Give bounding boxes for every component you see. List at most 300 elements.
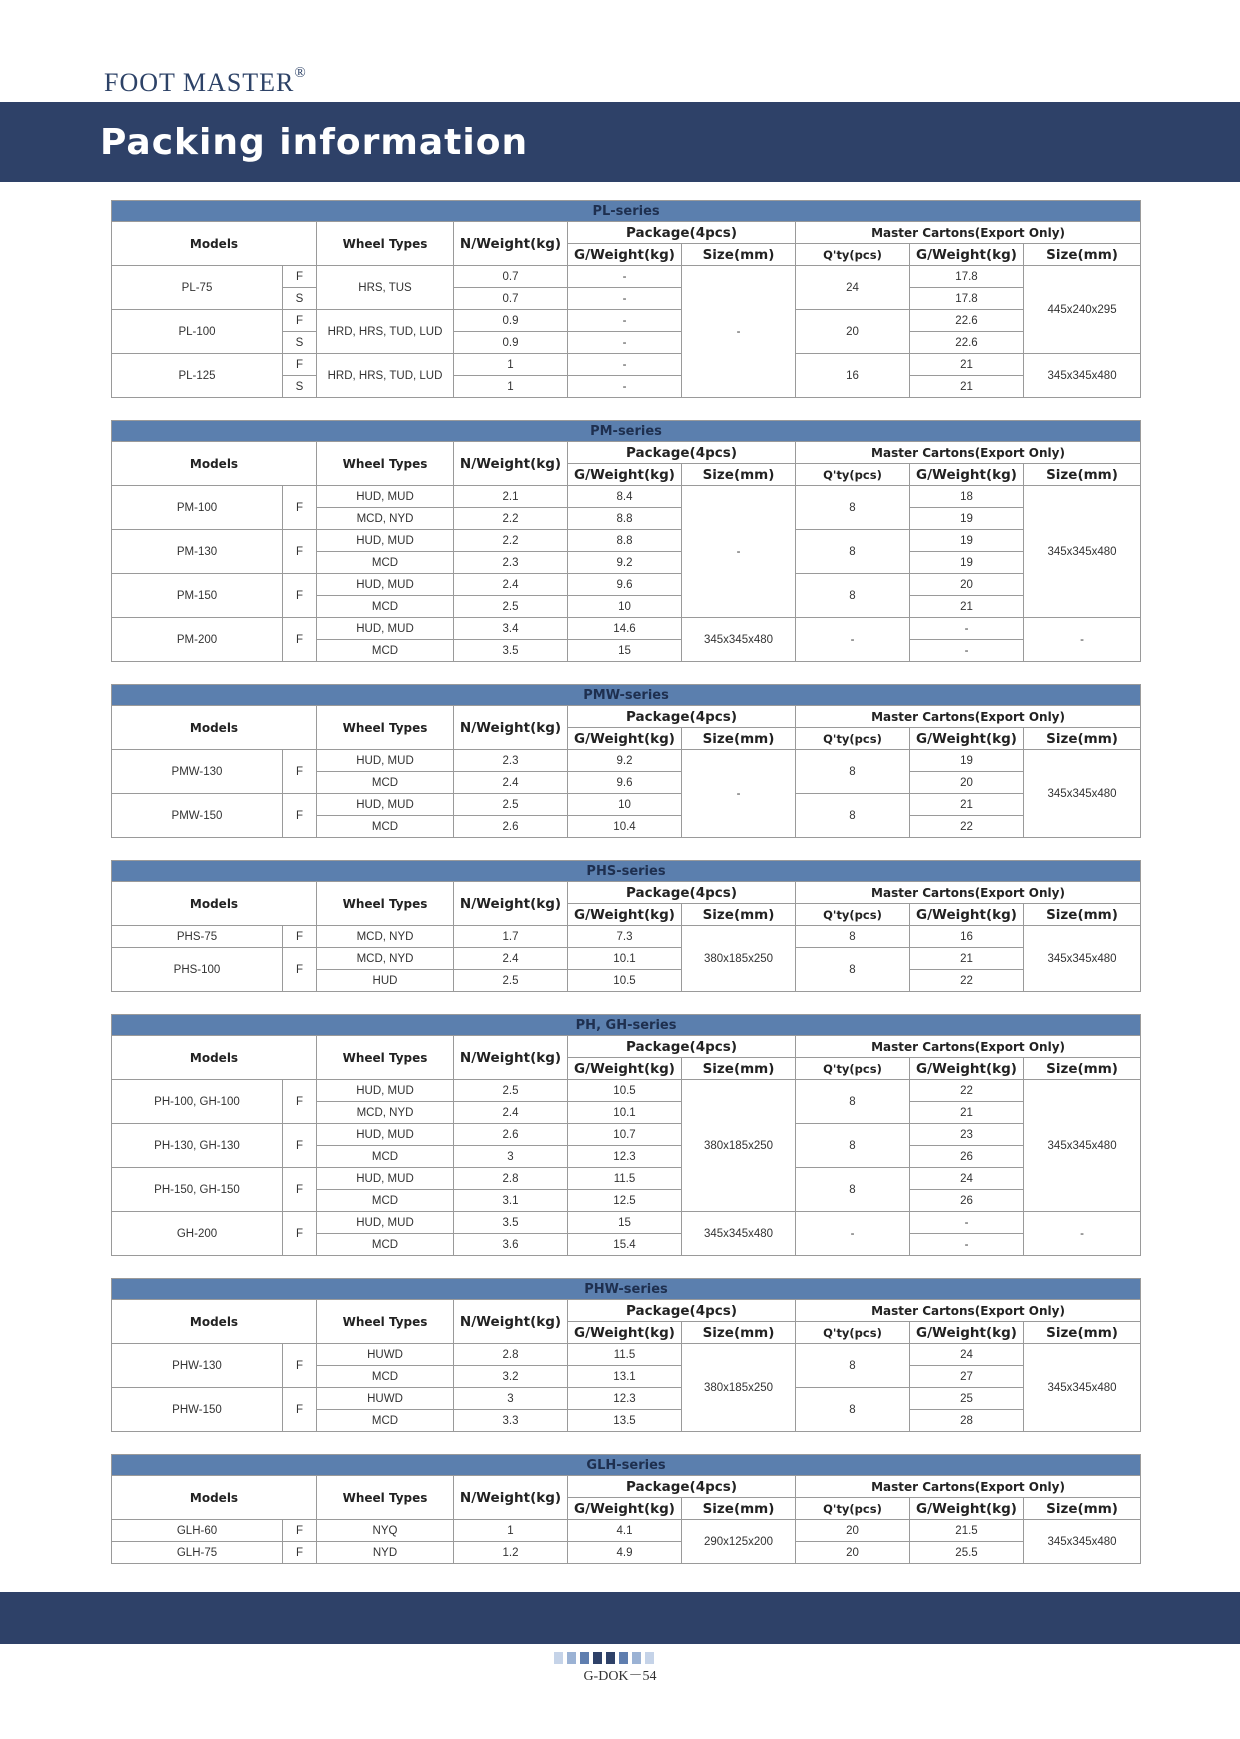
header-models: Models	[112, 442, 317, 486]
package-gross-weight: 10	[568, 596, 682, 618]
package-gross-weight: -	[568, 310, 682, 332]
model-name: PH-100, GH-100	[112, 1080, 283, 1124]
series-title: GLH-series	[112, 1455, 1141, 1476]
package-gross-weight: -	[568, 376, 682, 398]
master-gross-weight: -	[910, 640, 1024, 662]
model-type-code: F	[283, 310, 317, 332]
header-master-gross-weight: G/Weight(kg)	[910, 464, 1024, 486]
net-weight: 3.1	[454, 1190, 568, 1212]
master-quantity: 16	[796, 354, 910, 398]
net-weight: 2.3	[454, 750, 568, 772]
header-package-gross-weight: G/Weight(kg)	[568, 244, 682, 266]
indicator-square	[593, 1652, 602, 1664]
wheel-types: MCD	[317, 596, 454, 618]
master-quantity: 8	[796, 1168, 910, 1212]
registered-mark: ®	[294, 65, 307, 82]
wheel-types: HUWD	[317, 1344, 454, 1366]
wheel-types: HRD, HRS, TUD, LUD	[317, 354, 454, 398]
master-quantity: 8	[796, 948, 910, 992]
header-net-weight: N/Weight(kg)	[454, 1300, 568, 1344]
master-gross-weight: 23	[910, 1124, 1024, 1146]
net-weight: 2.5	[454, 970, 568, 992]
net-weight: 3	[454, 1388, 568, 1410]
model-name: PM-130	[112, 530, 283, 574]
header-master-gross-weight: G/Weight(kg)	[910, 1322, 1024, 1344]
net-weight: 2.8	[454, 1168, 568, 1190]
net-weight: 1	[454, 1520, 568, 1542]
header-wheel-types: Wheel Types	[317, 882, 454, 926]
net-weight: 1	[454, 376, 568, 398]
table-row	[112, 354, 1141, 376]
header-master-gross-weight: G/Weight(kg)	[910, 244, 1024, 266]
master-gross-weight: 20	[910, 574, 1024, 596]
net-weight: 2.6	[454, 816, 568, 838]
model-type-code: F	[283, 750, 317, 794]
header-package-gross-weight: G/Weight(kg)	[568, 464, 682, 486]
wheel-types: MCD	[317, 1190, 454, 1212]
master-size: 345x345x480	[1024, 354, 1141, 398]
packing-table	[111, 684, 1141, 838]
indicator-square	[632, 1652, 641, 1664]
net-weight: 2.4	[454, 1102, 568, 1124]
master-gross-weight: 28	[910, 1410, 1024, 1432]
model-type-code: F	[283, 1388, 317, 1432]
package-gross-weight: 9.2	[568, 552, 682, 574]
master-quantity: 20	[796, 1542, 910, 1564]
master-gross-weight: 21	[910, 1102, 1024, 1124]
table-row	[112, 486, 1141, 508]
model-name: PMW-150	[112, 794, 283, 838]
master-gross-weight: 26	[910, 1190, 1024, 1212]
indicator-square	[580, 1652, 589, 1664]
wheel-types: HUD, MUD	[317, 618, 454, 640]
package-size: 345x345x480	[682, 618, 796, 662]
table-row	[112, 1124, 1141, 1146]
model-type-code: F	[283, 1520, 317, 1542]
header-wheel-types: Wheel Types	[317, 1036, 454, 1080]
footer-band	[0, 1592, 1240, 1644]
table-row	[112, 574, 1141, 596]
package-size: 380x185x250	[682, 1344, 796, 1432]
model-type-code: F	[283, 948, 317, 992]
master-gross-weight: 22.6	[910, 310, 1024, 332]
master-gross-weight: 22.6	[910, 332, 1024, 354]
master-gross-weight: 18	[910, 486, 1024, 508]
header-master-size: Size(mm)	[1024, 1058, 1141, 1080]
net-weight: 2.5	[454, 794, 568, 816]
package-gross-weight: 10.1	[568, 948, 682, 970]
wheel-types: MCD, NYD	[317, 508, 454, 530]
header-models: Models	[112, 1300, 317, 1344]
net-weight: 1.7	[454, 926, 568, 948]
master-quantity: 20	[796, 1520, 910, 1542]
net-weight: 3.3	[454, 1410, 568, 1432]
header-master-cartons: Master Cartons(Export Only)	[796, 222, 1141, 244]
header-package: Package(4pcs)	[568, 1036, 796, 1058]
package-size: 380x185x250	[682, 926, 796, 992]
net-weight: 2.4	[454, 574, 568, 596]
wheel-types: MCD	[317, 1366, 454, 1388]
wheel-types: HUD, MUD	[317, 1080, 454, 1102]
header-models: Models	[112, 222, 317, 266]
package-gross-weight: 11.5	[568, 1344, 682, 1366]
header-wheel-types: Wheel Types	[317, 706, 454, 750]
wheel-types: MCD	[317, 1410, 454, 1432]
header-quantity: Q'ty(pcs)	[796, 904, 910, 926]
package-size: -	[682, 266, 796, 398]
header-master-cartons: Master Cartons(Export Only)	[796, 882, 1141, 904]
model-type-code: F	[283, 1542, 317, 1564]
header-quantity: Q'ty(pcs)	[796, 1498, 910, 1520]
model-type-code: S	[283, 376, 317, 398]
header-models: Models	[112, 706, 317, 750]
packing-table	[111, 420, 1141, 662]
master-quantity: -	[796, 618, 910, 662]
header-master-cartons: Master Cartons(Export Only)	[796, 1476, 1141, 1498]
packing-tables	[111, 200, 1140, 1586]
header-quantity: Q'ty(pcs)	[796, 244, 910, 266]
master-gross-weight: -	[910, 1234, 1024, 1256]
model-name: PM-200	[112, 618, 283, 662]
master-gross-weight: 22	[910, 1080, 1024, 1102]
indicator-square	[619, 1652, 628, 1664]
master-size: 345x345x480	[1024, 1080, 1141, 1212]
package-gross-weight: -	[568, 288, 682, 310]
header-package-size: Size(mm)	[682, 728, 796, 750]
master-quantity: 8	[796, 486, 910, 530]
master-gross-weight: 21	[910, 376, 1024, 398]
master-size: 345x345x480	[1024, 486, 1141, 618]
package-gross-weight: 10.1	[568, 1102, 682, 1124]
header-package-gross-weight: G/Weight(kg)	[568, 904, 682, 926]
header-package-size: Size(mm)	[682, 1322, 796, 1344]
package-gross-weight: 10.7	[568, 1124, 682, 1146]
header-net-weight: N/Weight(kg)	[454, 442, 568, 486]
packing-table	[111, 1278, 1141, 1432]
master-gross-weight: 19	[910, 750, 1024, 772]
header-package: Package(4pcs)	[568, 1476, 796, 1498]
table-row	[112, 530, 1141, 552]
wheel-types: MCD	[317, 1234, 454, 1256]
net-weight: 1.2	[454, 1542, 568, 1564]
package-gross-weight: 12.3	[568, 1388, 682, 1410]
wheel-types: NYQ	[317, 1520, 454, 1542]
package-gross-weight: 10	[568, 794, 682, 816]
master-gross-weight: 17.8	[910, 266, 1024, 288]
indicator-square	[554, 1652, 563, 1664]
model-name: GH-200	[112, 1212, 283, 1256]
master-quantity: 24	[796, 266, 910, 310]
wheel-types: MCD, NYD	[317, 1102, 454, 1124]
package-gross-weight: 15.4	[568, 1234, 682, 1256]
wheel-types: HUD, MUD	[317, 1124, 454, 1146]
brand-name: FOOT MASTER	[104, 68, 295, 97]
header-package-size: Size(mm)	[682, 1498, 796, 1520]
page-indicator-squares	[554, 1652, 654, 1664]
header-package: Package(4pcs)	[568, 222, 796, 244]
master-quantity: -	[796, 1212, 910, 1256]
net-weight: 2.8	[454, 1344, 568, 1366]
master-gross-weight: 25.5	[910, 1542, 1024, 1564]
header-wheel-types: Wheel Types	[317, 222, 454, 266]
header-package-gross-weight: G/Weight(kg)	[568, 1498, 682, 1520]
net-weight: 0.9	[454, 310, 568, 332]
header-quantity: Q'ty(pcs)	[796, 1058, 910, 1080]
model-type-code: F	[283, 1344, 317, 1388]
model-type-code: F	[283, 486, 317, 530]
wheel-types: HUD, MUD	[317, 750, 454, 772]
header-net-weight: N/Weight(kg)	[454, 706, 568, 750]
header-net-weight: N/Weight(kg)	[454, 1476, 568, 1520]
package-size: -	[682, 486, 796, 618]
package-size: 345x345x480	[682, 1212, 796, 1256]
header-package-gross-weight: G/Weight(kg)	[568, 728, 682, 750]
model-type-code: F	[283, 354, 317, 376]
packing-table	[111, 1454, 1141, 1564]
master-quantity: 8	[796, 1080, 910, 1124]
master-gross-weight: 21	[910, 948, 1024, 970]
package-gross-weight: 12.3	[568, 1146, 682, 1168]
package-gross-weight: 12.5	[568, 1190, 682, 1212]
package-gross-weight: 8.8	[568, 530, 682, 552]
package-gross-weight: -	[568, 354, 682, 376]
model-type-code: S	[283, 288, 317, 310]
model-name: GLH-75	[112, 1542, 283, 1564]
model-type-code: F	[283, 266, 317, 288]
package-gross-weight: 9.6	[568, 574, 682, 596]
package-gross-weight: 10.5	[568, 970, 682, 992]
header-package-gross-weight: G/Weight(kg)	[568, 1322, 682, 1344]
master-gross-weight: 19	[910, 508, 1024, 530]
package-gross-weight: 9.2	[568, 750, 682, 772]
header-package-size: Size(mm)	[682, 244, 796, 266]
package-size: -	[682, 750, 796, 838]
series-title: PHS-series	[112, 861, 1141, 882]
master-size: 345x345x480	[1024, 1520, 1141, 1564]
master-gross-weight: 21	[910, 596, 1024, 618]
table-row	[112, 794, 1141, 816]
model-type-code: F	[283, 618, 317, 662]
wheel-types: HUWD	[317, 1388, 454, 1410]
master-gross-weight: 19	[910, 552, 1024, 574]
master-quantity: 8	[796, 1124, 910, 1168]
wheel-types: MCD	[317, 640, 454, 662]
model-name: PH-130, GH-130	[112, 1124, 283, 1168]
master-gross-weight: 21	[910, 794, 1024, 816]
series-title: PH, GH-series	[112, 1015, 1141, 1036]
master-size: 345x345x480	[1024, 926, 1141, 992]
table-row	[112, 1344, 1141, 1366]
header-master-gross-weight: G/Weight(kg)	[910, 904, 1024, 926]
header-package-size: Size(mm)	[682, 464, 796, 486]
net-weight: 0.7	[454, 266, 568, 288]
master-gross-weight: 19	[910, 530, 1024, 552]
master-gross-weight: 17.8	[910, 288, 1024, 310]
header-master-cartons: Master Cartons(Export Only)	[796, 442, 1141, 464]
net-weight: 3.4	[454, 618, 568, 640]
packing-table	[111, 200, 1141, 398]
package-size: 380x185x250	[682, 1080, 796, 1212]
model-type-code: F	[283, 574, 317, 618]
packing-table	[111, 1014, 1141, 1256]
model-name: PL-75	[112, 266, 283, 310]
table-row	[112, 926, 1141, 948]
package-gross-weight: 10.4	[568, 816, 682, 838]
wheel-types: HUD, MUD	[317, 794, 454, 816]
table-row	[112, 1212, 1141, 1234]
master-size: 345x345x480	[1024, 750, 1141, 838]
model-type-code: F	[283, 530, 317, 574]
brand-logo	[104, 65, 307, 98]
series-title: PL-series	[112, 201, 1141, 222]
package-gross-weight: 10.5	[568, 1080, 682, 1102]
header-master-cartons: Master Cartons(Export Only)	[796, 1300, 1141, 1322]
net-weight: 0.7	[454, 288, 568, 310]
model-name: PMW-130	[112, 750, 283, 794]
package-gross-weight: 14.6	[568, 618, 682, 640]
header-package: Package(4pcs)	[568, 1300, 796, 1322]
model-type-code: F	[283, 1080, 317, 1124]
net-weight: 2.5	[454, 1080, 568, 1102]
master-gross-weight: 24	[910, 1344, 1024, 1366]
master-gross-weight: 22	[910, 970, 1024, 992]
header-master-gross-weight: G/Weight(kg)	[910, 728, 1024, 750]
header-quantity: Q'ty(pcs)	[796, 1322, 910, 1344]
package-gross-weight: 15	[568, 1212, 682, 1234]
header-net-weight: N/Weight(kg)	[454, 222, 568, 266]
master-quantity: 8	[796, 926, 910, 948]
wheel-types: NYD	[317, 1542, 454, 1564]
master-gross-weight: 16	[910, 926, 1024, 948]
master-gross-weight: 25	[910, 1388, 1024, 1410]
model-type-code: F	[283, 1168, 317, 1212]
header-wheel-types: Wheel Types	[317, 1300, 454, 1344]
master-gross-weight: 21.5	[910, 1520, 1024, 1542]
table-row	[112, 948, 1141, 970]
package-gross-weight: 4.1	[568, 1520, 682, 1542]
master-size: -	[1024, 618, 1141, 662]
wheel-types: HRD, HRS, TUD, LUD	[317, 310, 454, 354]
model-name: PM-150	[112, 574, 283, 618]
package-gross-weight: 7.3	[568, 926, 682, 948]
header-models: Models	[112, 1476, 317, 1520]
model-name: PH-150, GH-150	[112, 1168, 283, 1212]
packing-table	[111, 860, 1141, 992]
header-package-size: Size(mm)	[682, 1058, 796, 1080]
table-row	[112, 1388, 1141, 1410]
header-package-gross-weight: G/Weight(kg)	[568, 1058, 682, 1080]
model-type-code: F	[283, 926, 317, 948]
package-gross-weight: 11.5	[568, 1168, 682, 1190]
model-name: PHS-100	[112, 948, 283, 992]
header-master-size: Size(mm)	[1024, 728, 1141, 750]
package-gross-weight: 9.6	[568, 772, 682, 794]
net-weight: 1	[454, 354, 568, 376]
model-name: PL-125	[112, 354, 283, 398]
package-gross-weight: 15	[568, 640, 682, 662]
master-gross-weight: 20	[910, 772, 1024, 794]
master-gross-weight: 24	[910, 1168, 1024, 1190]
header-master-size: Size(mm)	[1024, 1322, 1141, 1344]
header-models: Models	[112, 882, 317, 926]
wheel-types: MCD	[317, 772, 454, 794]
header-master-size: Size(mm)	[1024, 904, 1141, 926]
wheel-types: MCD	[317, 1146, 454, 1168]
model-type-code: F	[283, 794, 317, 838]
net-weight: 3.6	[454, 1234, 568, 1256]
wheel-types: MCD	[317, 816, 454, 838]
table-row	[112, 1520, 1141, 1542]
header-wheel-types: Wheel Types	[317, 442, 454, 486]
header-net-weight: N/Weight(kg)	[454, 882, 568, 926]
header-models: Models	[112, 1036, 317, 1080]
header-package: Package(4pcs)	[568, 706, 796, 728]
table-row	[112, 750, 1141, 772]
package-gross-weight: 8.8	[568, 508, 682, 530]
model-type-code: F	[283, 1212, 317, 1256]
master-gross-weight: 26	[910, 1146, 1024, 1168]
net-weight: 3.5	[454, 1212, 568, 1234]
table-row	[112, 1168, 1141, 1190]
header-net-weight: N/Weight(kg)	[454, 1036, 568, 1080]
page-title: Packing information	[100, 122, 529, 163]
net-weight: 2.3	[454, 552, 568, 574]
table-row	[112, 310, 1141, 332]
header-package: Package(4pcs)	[568, 442, 796, 464]
header-master-cartons: Master Cartons(Export Only)	[796, 1036, 1141, 1058]
master-gross-weight: -	[910, 1212, 1024, 1234]
header-quantity: Q'ty(pcs)	[796, 464, 910, 486]
master-quantity: 8	[796, 750, 910, 794]
model-name: PHW-150	[112, 1388, 283, 1432]
indicator-square	[606, 1652, 615, 1664]
model-name: PL-100	[112, 310, 283, 354]
master-gross-weight: 21	[910, 354, 1024, 376]
header-master-cartons: Master Cartons(Export Only)	[796, 706, 1141, 728]
indicator-square	[567, 1652, 576, 1664]
wheel-types: HUD, MUD	[317, 1212, 454, 1234]
net-weight: 0.9	[454, 332, 568, 354]
table-row	[112, 1542, 1141, 1564]
wheel-types: MCD, NYD	[317, 948, 454, 970]
master-size: 445x240x295	[1024, 266, 1141, 354]
master-gross-weight: 22	[910, 816, 1024, 838]
series-title: PHW-series	[112, 1279, 1141, 1300]
net-weight: 2.5	[454, 596, 568, 618]
wheel-types: HUD, MUD	[317, 486, 454, 508]
wheel-types: HUD, MUD	[317, 1168, 454, 1190]
net-weight: 3.2	[454, 1366, 568, 1388]
page-code: G-DOK－54	[583, 1669, 657, 1684]
wheel-types: HUD	[317, 970, 454, 992]
master-gross-weight: 27	[910, 1366, 1024, 1388]
net-weight: 2.2	[454, 530, 568, 552]
net-weight: 2.2	[454, 508, 568, 530]
header-master-gross-weight: G/Weight(kg)	[910, 1058, 1024, 1080]
package-gross-weight: 8.4	[568, 486, 682, 508]
header-wheel-types: Wheel Types	[317, 1476, 454, 1520]
wheel-types: HUD, MUD	[317, 574, 454, 596]
net-weight: 2.6	[454, 1124, 568, 1146]
series-title: PMW-series	[112, 685, 1141, 706]
header-master-size: Size(mm)	[1024, 244, 1141, 266]
net-weight: 2.4	[454, 772, 568, 794]
model-type-code: S	[283, 332, 317, 354]
net-weight: 3.5	[454, 640, 568, 662]
table-row	[112, 1080, 1141, 1102]
package-gross-weight: 13.5	[568, 1410, 682, 1432]
wheel-types: MCD, NYD	[317, 926, 454, 948]
